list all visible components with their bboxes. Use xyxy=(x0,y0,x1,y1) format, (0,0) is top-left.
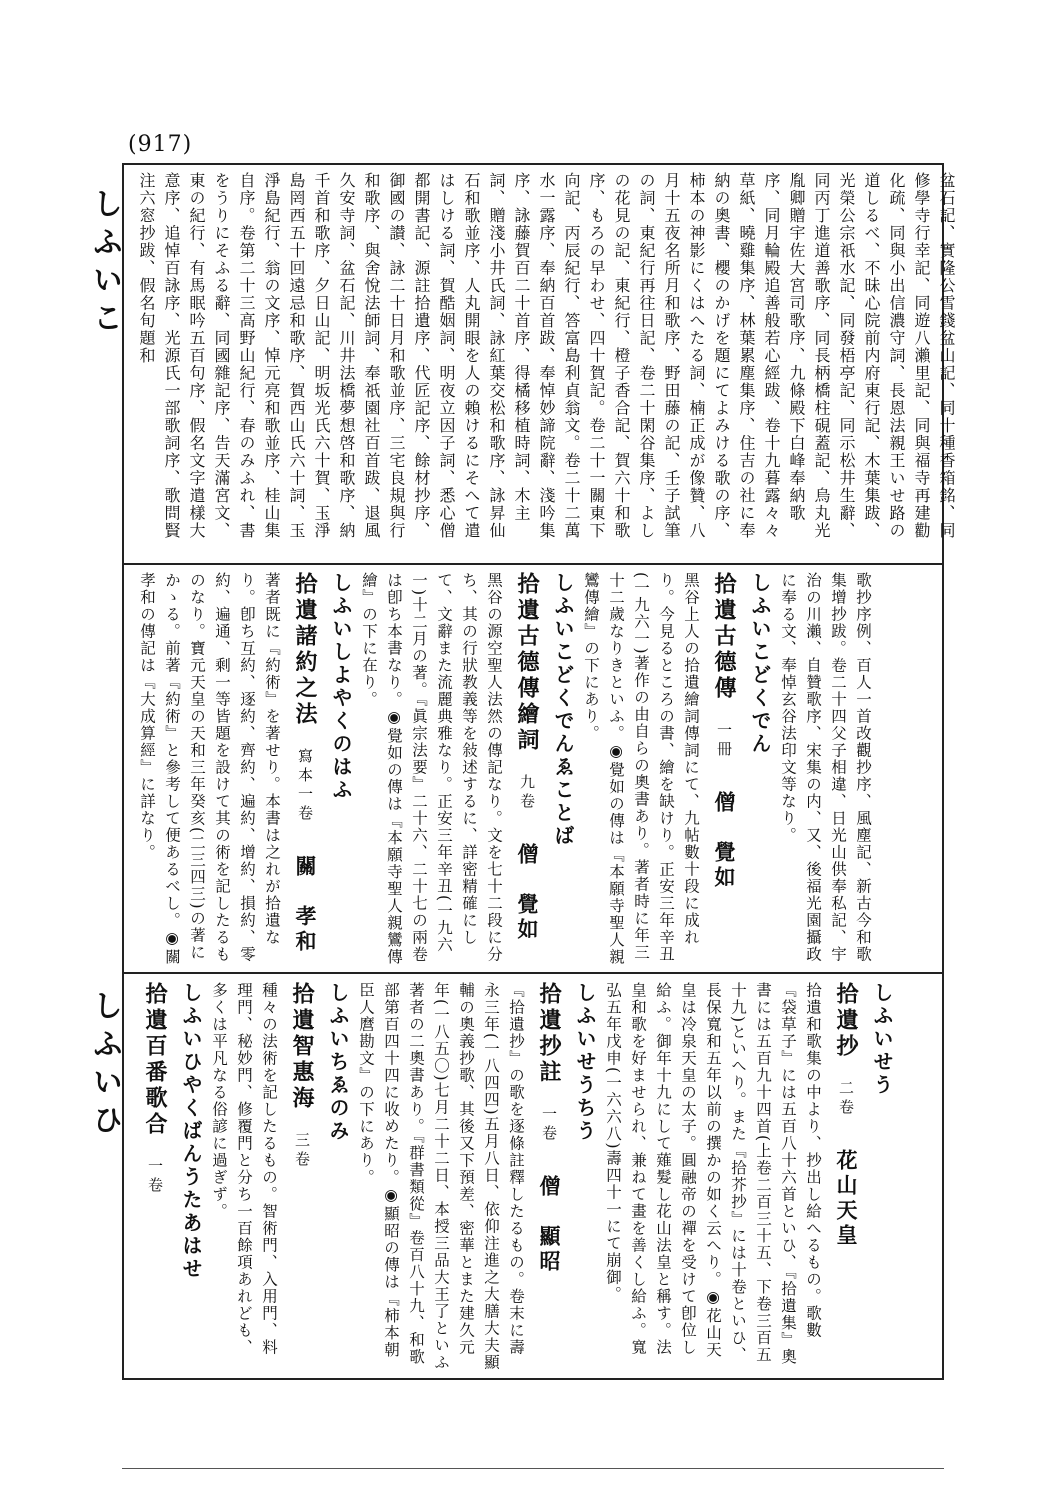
entry-kana: しふいしよやくのはふ xyxy=(329,572,353,802)
entry-title-line xyxy=(534,982,565,1372)
entry-shui-sho xyxy=(600,982,897,1372)
entry-volumes: 九卷 xyxy=(518,773,536,812)
section-1 xyxy=(134,172,956,556)
entry-body: 著者既に『約術』を著せり。本書は之れが拾遺なり。卽ち互約、逐約、齊約、遍約、增約、損約、零約、遍通、剩一等皆題を設けて其の術を記したるものなり。寶元天皇の天和三年癸亥(二三四三)の著にかゝる。前著『約術』と參考して便あるべし。◉關孝和の傳記は『大成算經』に詳なり。 xyxy=(138,572,281,966)
entry-shui-chie-no-umi xyxy=(206,982,353,1372)
side-header-left: しふいこ xyxy=(87,188,122,340)
entry-title: 拾遺抄註 xyxy=(536,982,562,1086)
entry-title-line xyxy=(290,572,321,966)
entry-kana: しふいちゑのみ xyxy=(326,982,350,1143)
entry-volumes: 三卷 xyxy=(293,1131,311,1170)
section-2-continuation: 歌抄序例、百人一首改觀抄序、風塵記、新古今和歌集增抄跋。卷二十四父子相違、日光山供奉私記、宇治の川瀨、自贊歌序、宋集の内、又、後福光園攝政に奉る文、奉悼玄谷法印文等なり。 xyxy=(779,572,872,963)
page-number: (917) xyxy=(128,132,193,157)
section-3 xyxy=(134,982,934,1372)
section-2-columns xyxy=(134,572,875,966)
entry-volumes: 二卷 xyxy=(837,1079,855,1118)
entry-title-line xyxy=(287,982,318,1372)
entry-kana: しふいこどくでん xyxy=(748,572,772,756)
entry-body: 『拾遺抄』の歌を逐條註釋したるもの。卷末に壽永三年(一八四四)五月八日、依仰注進之大膳大夫顯輔の奧義抄歌、其後又下預差、密華とまた建久元年(一八五〇)七月二十二日、本授三品大王了といふ著者の二奧書あり。『群書類從』卷百八十九、和歌部第百四十四に收めたり。◉顯昭の傳は『柿本朝臣人麿勘文』の下にあり。 xyxy=(357,982,525,1372)
section-1-text: 盆石記、實隆公雪錢盆山記、同十種香箱銘、同修學寺行幸記、同遊八瀨里記、同與福寺再建勸化疏、同與小出信濃守詞、長恩法親王いせ路の道しるべ、不昧心院前内府東行記、木葉集跋、光榮公宗祇水記、同發梧亭記、同示松井生辭、同丙丁進道善歌序、同長柄橋柱硯蓋記、烏丸光胤卿贈宇佐大宮司歌序、九條殿下白峰奉納歌序、同月輪殿追善般若心經跋、卷十九暮露々々草紙、曉雞集序、林葉累塵集序、住吉の社に奉納の奧書、櫻のかげを題にてよみける歌の序、柿本の神影にくはへたる詞、楠正成が像贊、八月十五夜名所月和歌序、野田藤の記、壬子試筆の詞、東紀行再往日記、卷二十閑谷集序、よしの花見の記、東紀行、橙子香合記、賀六十和歌序、もろの早わせ、四十賀記。卷二十一關東下向記、丙辰紀行、答富島利貞翁文。卷二十二萬水一露序、奉納百首跋、奉悼妙諦院辭、淺吟集序、詠藤賀百二十首序、得橘移植時詞、木主詞、贈淺小井氏詞、詠紅葉交松和歌序、詠昇仙石和歌並序、人丸開眼を人の賴けるにそへて遣はしける詞、賀酷姻詞、明夜立因子詞、悉心僧都開書記、源註拾遺序、代匠記序、餘材抄序、御國の讃、詠二十日月和歌並序、三宅良規與行和歌序、與舍悅法師詞、奉祇園社百首跋、退風久安寺詞、盆石記、川井法橋夢想啓和歌序、納千首和歌序、夕日山記、明坂光氏六十賀、玉淨島罔西五十回遠忌和歌序、賀西山氏六十詞、玉淨島紀行、翁の文序、悼元亮和歌並序、桂山集自序。卷第二十三高野山紀行、春のみふれ、書をうりにそふる辭、同國雜記序、告天滿宮文、東の紀行、有馬眠吟五百句序、假名文字遣樣大意序、追悼百詠序、光源氏一部歌詞序、歌問賢注六窓抄跋、假名旬題和 xyxy=(137,172,956,540)
entry-volumes: 一卷 xyxy=(540,1105,558,1144)
entry-author: 僧 顯昭 xyxy=(537,1175,562,1276)
entry-title: 拾遺智惠海 xyxy=(289,982,315,1112)
entry-body: 種々の法術を記したるもの。智術門、入用門、料理門、秘妙門、修覆門と分ち一百餘項あれども、多くは平凡なる俗諺に過ぎず。 xyxy=(210,982,278,1356)
entry-shui-sho-chu xyxy=(353,982,600,1372)
entry-title: 拾遺抄 xyxy=(833,982,859,1060)
entry-title: 拾遺古德傳 xyxy=(711,572,737,702)
entry-title-line xyxy=(709,572,740,966)
entry-volumes: 寫本一卷 xyxy=(296,747,314,824)
entry-body: 黑谷上人の拾遺繪詞傳詞にて、九帖數十段に成れり。今見るところの書、繪を缺けり。正安三年辛丑(一九六一)著作の由自らの奧書あり。著者時に年三十二歲なりきといふ。◉覺如の傳は『本願寺聖人親鸞傳繪』の下にあり。 xyxy=(582,572,700,966)
entry-kana: しふいせう xyxy=(870,982,894,1097)
entry-body: 拾遺和歌集の中より、抄出し給へるもの。歌數『袋草子』には五百八十六首といひ、『拾遺集』奧書には五百九十四首(上卷二百三十五、下卷三百五十九)といへり。また『拾芥抄』には十卷といひ、長保寬和五年以前の撰かの如く云へり。◉花山天皇は冷泉天皇の太子。圓融帝の禪を受けて卽位し給ふ。御年十九にして薙髮し花山法皇と稱す。法皇和歌を好ませられ、兼ねて畫を善くし給ふ。寬弘五年戊申(一六六八)壽四十一にて崩御。 xyxy=(604,982,822,1366)
bottom-rule xyxy=(122,1468,944,1469)
entry-shui-kotokuden xyxy=(578,572,775,966)
entry-title: 拾遺古德傳繪詞 xyxy=(514,572,540,754)
entry-title-line xyxy=(831,982,862,1372)
entry-title: 拾遺百番歌合 xyxy=(142,982,168,1138)
entry-shui-shoyaku-no-ho xyxy=(134,572,356,966)
entry-title-line xyxy=(140,982,171,1372)
entry-author: 花山天皇 xyxy=(834,1149,859,1250)
section-divider-2 xyxy=(122,972,944,974)
entry-body: 黑谷の源空聖人法然の傳記なり。文を七十二段に分ち、其の行狀教義等を敍述するに、詳密精確にして、文辭また流麗典雅なり。正安三年辛丑(一九六一)十二月の著。『眞宗法要』二十六、二十七の兩卷は卽ち本書なり。◉覺如の傳は『本願寺聖人親鸞傳繪』の下に在り。 xyxy=(360,572,503,966)
entry-kana: しふいせうちう xyxy=(573,982,597,1143)
entry-author: 僧 覺如 xyxy=(515,843,540,944)
section-3-columns xyxy=(134,982,897,1372)
entry-volumes: 一冊 xyxy=(715,721,733,760)
section-2 xyxy=(134,572,934,966)
side-header-right: しふいひ xyxy=(87,990,122,1142)
entry-title: 拾遺諸約之法 xyxy=(292,572,318,728)
entry-kana: しふいこどくでんゑことば xyxy=(551,572,575,848)
entry-shui-hyakuban-utaawase xyxy=(134,982,206,1372)
entry-kana: しふいひやくばんうたあはせ xyxy=(179,982,203,1281)
entry-shui-kotokuden-ekotoba xyxy=(356,572,578,966)
entry-title-line xyxy=(512,572,543,966)
entry-author: 關 孝和 xyxy=(293,855,318,956)
section-divider-1 xyxy=(122,563,944,565)
entry-volumes: 一卷 xyxy=(146,1157,164,1196)
entry-author: 僧 覺如 xyxy=(712,791,737,892)
